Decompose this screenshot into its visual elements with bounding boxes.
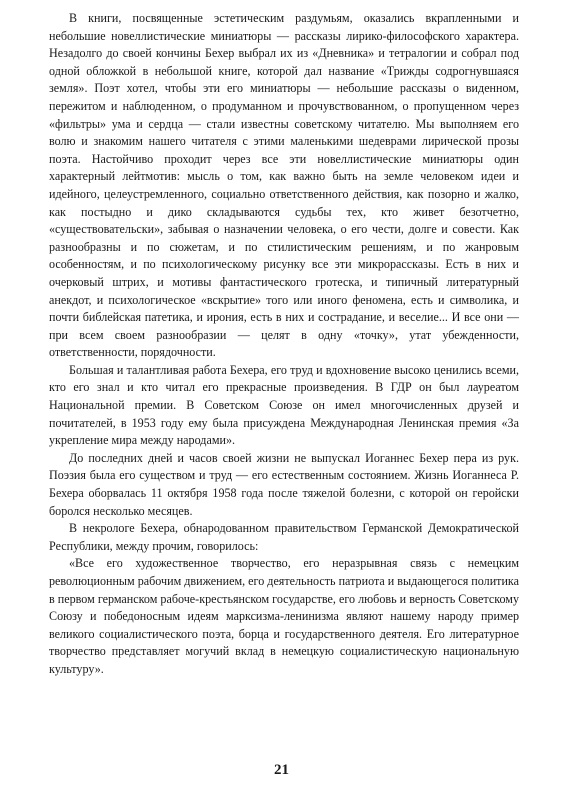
paragraph-obituary-quote: «Все его художественное творчество, его неразрывная связь с немецким революционным рабочим движением, его деятельность патриота и выдающегося политика в первом германском рабоче-крестьянском государстве, его любовь и верность Советскому Союзу и победоносным идеям марксизма-ленинизма являют нашему народу пример великого социалистического поэта, борца и государственного деятеля. Его литературное творчество представляет могучий вклад в немецкую социалистическую национальную культуру». — [49, 556, 519, 676]
paragraph-recognition: Большая и талантливая работа Бехера, его труд и вдохновение высоко ценились всеми, кто его знал и кто читал его прекрасные произведения. В ГДР он был лауреатом Национальной премии. В Советском Союзе он имел многочисленных друзей и почитателей, в 1953 году ему была присуждена Международная Ленинская премия «За укрепление мира между народами». — [49, 362, 519, 448]
paragraph-last-days: До последних дней и часов своей жизни не выпускал Иоганнес Бехер пера из рук. Поэзия была его существом и труд — его естественным состоянием. Жизнь Иоганнеса Р. Бехера оборвалась 11 октября 1958 года после тяжелой болезни, с которой он геройски боролся несколько месяцев. — [49, 450, 519, 518]
paragraph-miniatures: В книги, посвященные эстетическим раздумьям, оказались вкрапленными и небольшие новеллистические миниатюры — рассказы лирико-философского характера. Незадолго до своей кончины Бехер выбрал их из «Дневника» и тетралогии и собрал под одной обложкой в небольшой книге, которой дал название «Трижды содрогнувшаяся земля». Поэт хотел, чтобы эти его миниатюры — небольшие рассказы о виденном, пережитом и наблюденном, о продуманном и прочувствованном, о пропущенном через «фильтры» ума и сердца — стали известны советскому читателю. Мы выполняем его волю и знакомим нашего читателя с этими маленькими шедеврами лирической прозы поэта. Настойчиво проходит через все эти новеллистические миниатюры один характерный лейтмотив: мысль о том, как важно быть на земле человеком идеи и идейного, целеустремленного, социально ответственного действия, как позорно и жалко, как постыдно и дико складываются судьбы тех, кто живет безотчетно, «существовательски», забывая о назначении человека, о его чести, долге и совести. Как разнообразны и по сюжетам, и по стилистическим решениям, и по жанровым особенностям, и по психологическому рисунку все эти микрорассказы. Есть в них и очерковый штрих, и мотивы фантастического гротеска, и типичный литературный анекдот, и психологическое «вскрытие» того или иного феномена, есть и символика, и почти библейская патетика, и ирония, есть в них и сострадание, и веселие... И все они — при всем своем разнообразии — целят в одну «точку», утат убежденности, ответственности, порядочности. — [49, 11, 519, 360]
paragraph-obituary-intro: В некрологе Бехера, обнародованном правительством Германской Демократической Республики, между прочим, говорилось: — [49, 521, 519, 553]
page-number: 21 — [274, 762, 289, 778]
